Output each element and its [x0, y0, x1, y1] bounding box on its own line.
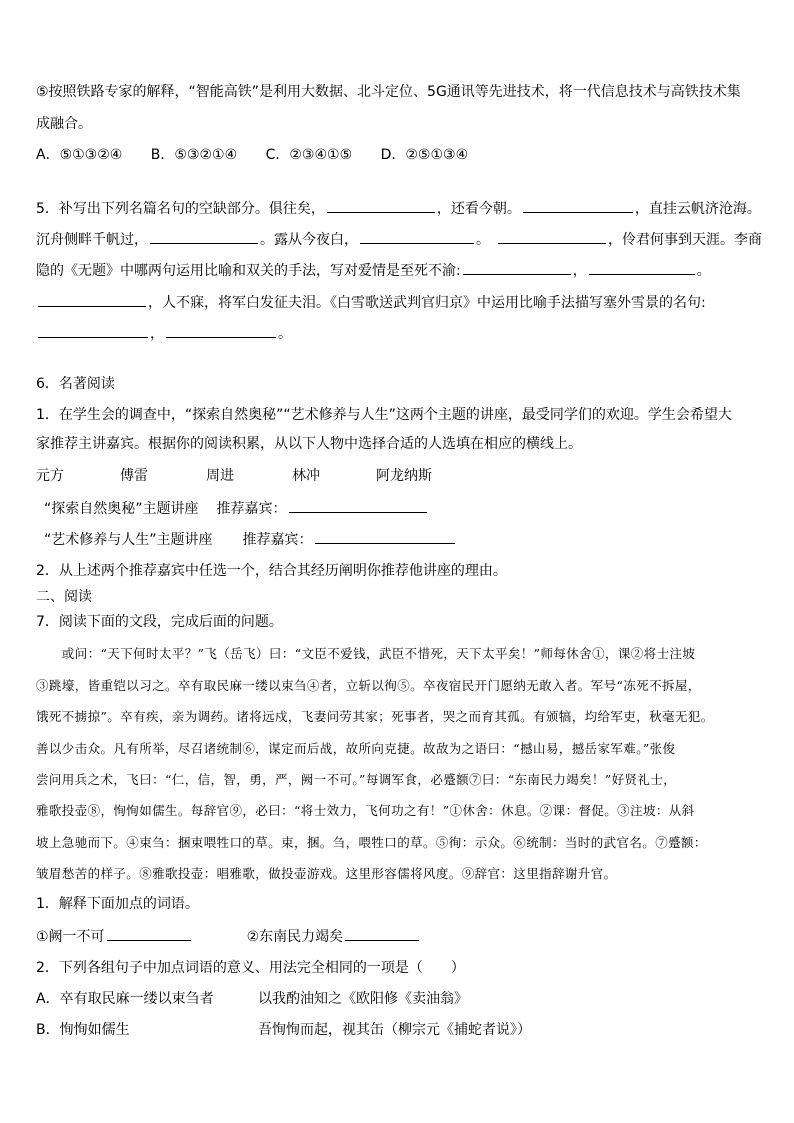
- passage-line: 善以少击众。凡有所举，尽召诸统制⑥，谋定而后战，故所向克捷。故敌为之语曰：“撼山易，撼岳家军难。”张俊: [36, 741, 676, 756]
- word-item: ①阙一不可: [36, 929, 105, 945]
- guest-answer-blank[interactable]: [315, 529, 455, 544]
- passage-line: ③跳壕，皆重铠以习之。卒有取民麻一缕以束刍④者，立斩以徇⑤。卒夜宿民开门愿纳无敢入者。军号“冻死不拆屋，: [36, 678, 701, 693]
- q7-option-a[interactable]: [36, 989, 468, 1009]
- q4-item5-line1: ⑤按照铁路专家的解释，“智能高铁”是利用大数据、北斗定位、5G通讯等先进技术，将一代信息技术与高铁技术集: [36, 84, 741, 100]
- fill-blank[interactable]: [589, 260, 695, 275]
- recommend-label: 推荐嘉宾：: [242, 532, 313, 548]
- passage-line: 饿死不掳掠”。卒有疾，亲为调药。诸将远戍，飞妻问劳其家；死事者，哭之而育其孤。有颁犒，均给军吏，秋毫无犯。: [36, 709, 714, 724]
- passage-line: 尝问用兵之术，飞曰：“仁，信，智，勇，严，阙一不可。”每调军食，必蹙额⑦曰：“东南民力竭矣！”好贤礼士，: [36, 772, 677, 787]
- option-right: 以我酌油知之《欧阳修《卖油翁》: [258, 991, 468, 1007]
- passage-line: 坡上急驰而下。④束刍：捆束喂牲口的草。束，捆。刍，喂牲口的草。⑤徇：示众。⑥统制：当时的武官名。⑦蹙额：: [36, 835, 707, 850]
- q7-s1-items: [36, 926, 421, 947]
- q5-line3: [36, 260, 711, 281]
- fill-blank[interactable]: [166, 323, 276, 338]
- q5-text: 。: [278, 326, 292, 342]
- explain-blank[interactable]: [345, 926, 419, 941]
- q7-s1: 1．解释下面加点的词语。: [36, 896, 199, 912]
- person-option: 傅雷: [120, 468, 148, 484]
- q5-line4: [36, 292, 706, 313]
- q5-text: ，: [572, 263, 587, 279]
- fill-blank[interactable]: [150, 229, 258, 244]
- q5-text: 。: [696, 263, 711, 279]
- q4-option-d[interactable]: D．②⑤①③④: [380, 147, 469, 163]
- q6-lecture2-row: [44, 529, 457, 550]
- q5-text: 。露从今夜白，: [260, 232, 358, 248]
- q5-text: ，伶君何事到天涯。李商: [608, 232, 762, 248]
- q5-line5: [36, 323, 292, 344]
- q6-lecture1-row: [44, 498, 429, 519]
- explain-blank[interactable]: [107, 926, 191, 941]
- q5-text: 隐的《无题》中哪两句运用比喻和双关的手法，写对爱情是至死不渝:: [36, 263, 461, 279]
- q5-text: 沉舟侧畔千帆过，: [36, 232, 148, 248]
- fill-blank[interactable]: [38, 323, 148, 338]
- q5-text: ，人不寐，将军白发征夫泪。《白雪歌送武判官归京》中运用比喻手法描写塞外雪景的名句:: [148, 295, 706, 311]
- fill-blank[interactable]: [327, 198, 435, 213]
- guest-answer-blank[interactable]: [289, 498, 427, 513]
- option-right: 吾恂恂而起，视其缶（柳宗元《捕蛇者说》）: [258, 1022, 531, 1038]
- q5-line2: [36, 229, 762, 250]
- q4-options: [36, 145, 468, 165]
- person-option: 周进: [206, 468, 234, 484]
- recommend-label: 推荐嘉宾：: [216, 501, 287, 517]
- fill-blank[interactable]: [498, 229, 606, 244]
- q5-text: 5．补写出下列名篇名句的空缺部分。俱往矣，: [36, 201, 325, 217]
- lecture-name: “艺术修养与人生”主题讲座: [44, 532, 213, 548]
- q4-option-b[interactable]: B．⑤③②①④: [150, 147, 238, 163]
- q7-title: 7．阅读下面的文段，完成后面的问题。: [36, 614, 283, 630]
- q6-s2: 2．从上述两个推荐嘉宾中任选一个，结合其经历阐明你推荐他讲座的理由。: [36, 563, 507, 579]
- q5-text: ，直挂云帆济沧海。: [634, 201, 761, 217]
- word-item: ②东南民力竭矣: [246, 929, 344, 945]
- person-option: 林冲: [292, 468, 320, 484]
- option-left: B．恂恂如儒生: [36, 1022, 130, 1038]
- person-option: 阿龙纳斯: [376, 468, 432, 484]
- q4-item5-line2: 成融合。: [36, 116, 92, 132]
- section-heading: 二、阅读: [36, 589, 92, 605]
- lecture-name: “探索自然奥秘”主题讲座: [44, 501, 199, 517]
- passage-line: 或问：“天下何时太平？”飞（岳飞）曰：“文臣不爱钱，武臣不惜死，天下太平矣！”师每休舍①，课②将士注坡: [36, 646, 696, 661]
- q6-s1-line2: 家推荐主讲嘉宾。根据你的阅读积累，从以下人物中选择合适的人选填在相应的横线上。: [36, 436, 582, 452]
- passage-line: 皱眉愁苦的样子。⑧雅歌投壶：唱雅歌，做投壶游戏。这里形容儒将风度。⑨辞官：这里指辞谢升官。: [36, 866, 617, 881]
- fill-blank[interactable]: [360, 229, 474, 244]
- q5-text: 。: [476, 232, 490, 248]
- q5-line1: [36, 198, 761, 219]
- fill-blank[interactable]: [38, 292, 146, 307]
- passage-line: 雅歌投壶⑧，恂恂如儒生。每辞官⑨，必曰：“将士效力，飞何功之有！”①休舍：休息。②课：督促。③注坡：从斜: [36, 803, 695, 818]
- q4-option-c[interactable]: C．②③④①⑤: [265, 147, 353, 163]
- fill-blank[interactable]: [463, 260, 571, 275]
- option-left: A．卒有取民麻一缕以束刍者: [36, 991, 214, 1007]
- q4-option-a[interactable]: A．⑤①③②④: [36, 147, 123, 163]
- q5-text: ，还看今朝。: [436, 201, 521, 217]
- q6-title: 6．名著阅读: [36, 376, 115, 392]
- q7-option-b[interactable]: [36, 1020, 531, 1040]
- q7-s2: 2．下列各组句子中加点词语的意义、用法完全相同的一项是（ ）: [36, 960, 465, 976]
- q5-text: ，: [150, 326, 164, 342]
- fill-blank[interactable]: [523, 198, 633, 213]
- q6-s1-line1: 1．在学生会的调查中，“探索自然奥秘”“艺术修养与人生”这两个主题的讲座，最受同学们的欢迎。学生会希望大: [36, 407, 732, 423]
- person-option: 元方: [36, 468, 64, 484]
- q6-people: [36, 466, 432, 486]
